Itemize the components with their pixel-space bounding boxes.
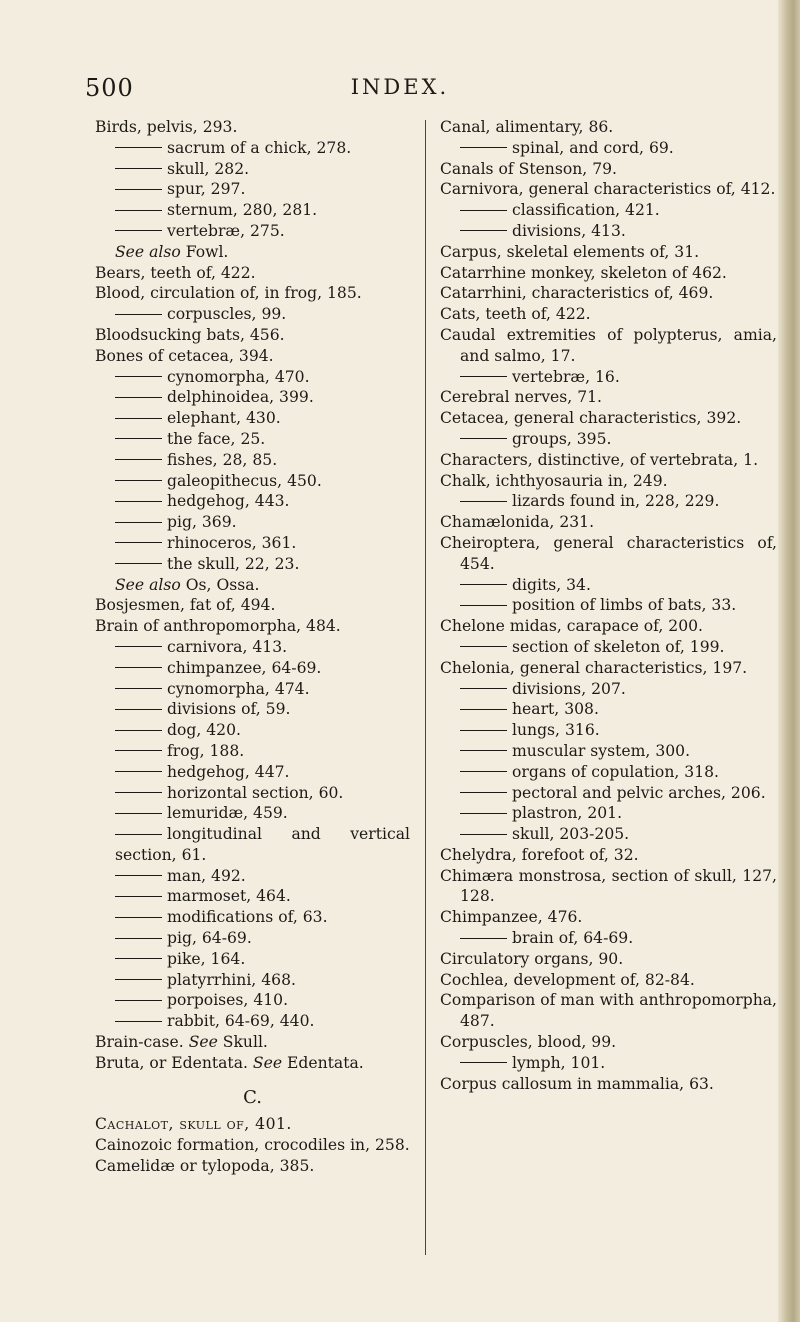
ditto-dash [460, 646, 507, 647]
index-subentry [440, 928, 777, 949]
ditto-dash [115, 397, 162, 398]
index-entry: Bears, teeth of, 422. [95, 263, 256, 282]
ditto-dash [460, 750, 507, 751]
subentry-text: lymph, 101. [512, 1053, 606, 1072]
ditto-dash [115, 147, 162, 148]
subentry-text: cynomorpha, 474. [167, 679, 310, 698]
index-subentry [440, 1053, 777, 1074]
subentry-text: divisions, 413. [512, 221, 626, 240]
ditto-dash [115, 792, 162, 793]
cross-reference-target: Fowl. [180, 242, 229, 261]
ditto-dash [115, 875, 162, 876]
subentry-text: vertebræ, 275. [167, 221, 285, 240]
subentry-text: elephant, 430. [167, 409, 281, 428]
ditto-dash [115, 979, 162, 980]
ditto-dash [115, 1021, 162, 1022]
index-subentry [95, 970, 410, 991]
cross-reference-target: Edentata. [282, 1053, 364, 1072]
see-also-label: See also [115, 242, 181, 261]
ditto-dash [115, 896, 162, 897]
subentry-text: spinal, and cord, 69. [512, 138, 674, 157]
subentry-text: frog, 188. [167, 741, 245, 760]
subentry-text: heart, 308. [512, 700, 599, 719]
index-column-left [95, 117, 410, 1177]
index-entry: Camelidæ or tylopoda, 385. [95, 1157, 315, 1176]
ditto-dash [460, 792, 507, 793]
page-number: 500 [85, 74, 134, 102]
subentry-text: muscular system, 300. [512, 741, 691, 760]
index-entry: Cetacea, general characteristics, 392. [440, 409, 742, 428]
ditto-dash [460, 376, 507, 377]
index-entry: Characters, distinctive, of vertebrata, 1. [440, 450, 759, 469]
subentry-text: spur, 297. [167, 180, 246, 199]
page-header [0, 74, 800, 108]
subentry-text: vertebræ, 16. [512, 367, 620, 386]
index-entry: Birds, pelvis, 293. [95, 118, 238, 136]
index-column-right [440, 117, 777, 1094]
index-subentry [95, 304, 410, 325]
subentry-text: horizontal section, 60. [167, 783, 344, 802]
ditto-dash [115, 750, 162, 751]
ditto-dash [115, 438, 162, 439]
index-subentry [95, 990, 410, 1011]
subentry-text: divisions of, 59. [167, 700, 291, 719]
subentry-text: hedgehog, 443. [167, 492, 290, 511]
index-entry: Circulatory organs, 90. [440, 949, 624, 968]
index-entry: Corpuscles, blood, 99. [440, 1033, 617, 1052]
index-subentry [95, 200, 410, 221]
subentry-text: chimpanzee, 64-69. [167, 658, 322, 677]
index-entry: Caudal extremities of polypterus, amia, and salmo, 17. [440, 325, 777, 365]
index-subentry [95, 907, 410, 928]
subentry-text: carnivora, 413. [167, 637, 288, 656]
index-entry: Cainozoic formation, crocodiles in, 258. [95, 1136, 410, 1155]
ditto-dash [115, 646, 162, 647]
subentry-text: lemuridæ, 459. [167, 804, 288, 823]
index-entry: Comparison of man with anthropomorpha, 487. [440, 991, 777, 1031]
subentry-text: modifications of, 63. [167, 908, 328, 927]
ditto-dash [115, 230, 162, 231]
ditto-dash [115, 813, 162, 814]
index-subentry [440, 699, 777, 720]
subentry-text: skull, 203-205. [512, 825, 630, 844]
subentry-text: lungs, 316. [512, 721, 600, 740]
ditto-dash [115, 522, 162, 523]
index-subentry [440, 741, 777, 762]
ditto-dash [115, 314, 162, 315]
subentry-text: digits, 34. [512, 575, 591, 594]
index-entry: Cheiroptera, general characteristics of, 454. [440, 533, 777, 573]
subentry-text: rhinoceros, 361. [167, 533, 297, 552]
subentry-text: delphinoidea, 399. [167, 388, 314, 407]
index-entry: Chelydra, forefoot of, 32. [440, 845, 639, 864]
ditto-dash [115, 480, 162, 481]
subentry-text: divisions, 207. [512, 679, 626, 698]
subentry-text: section of skeleton of, 199. [512, 637, 725, 656]
index-subentry [440, 679, 777, 700]
ditto-dash [115, 459, 162, 460]
index-entry [95, 1032, 410, 1053]
ditto-dash [460, 938, 507, 939]
index-entry: Chamælonida, 231. [440, 513, 595, 532]
ditto-dash [115, 771, 162, 772]
index-subentry [440, 221, 777, 242]
index-subentry [95, 512, 410, 533]
index-subentry [95, 1011, 410, 1032]
index-entry: Brain of anthropomorpha, 484. [95, 617, 341, 636]
subentry-text: groups, 395. [512, 429, 612, 448]
subentry-text: position of limbs of bats, 33. [512, 596, 737, 615]
index-subentry [95, 429, 410, 450]
index-subentry [440, 783, 777, 804]
ditto-dash [115, 563, 162, 564]
see-label: See [252, 1053, 283, 1072]
index-entry: Chimæra monstrosa, section of skull, 127, 128. [440, 866, 777, 906]
subentry-text: hedgehog, 447. [167, 762, 290, 781]
ditto-dash [115, 418, 162, 419]
index-entry: Bloodsucking bats, 456. [95, 325, 285, 344]
subentry-text: sternum, 280, 281. [167, 201, 318, 220]
ditto-dash [460, 501, 507, 502]
subentry-text: fishes, 28, 85. [167, 450, 278, 469]
ditto-dash [115, 542, 162, 543]
subentry-text: classification, 421. [512, 201, 660, 220]
index-subentry [440, 803, 777, 824]
ditto-dash [115, 376, 162, 377]
index-subentry [95, 387, 410, 408]
index-entry [95, 1053, 410, 1074]
index-subentry [440, 367, 777, 388]
index-subentry [440, 575, 777, 596]
index-subentry [95, 720, 410, 741]
index-entry: Carpus, skeletal elements of, 31. [440, 242, 700, 261]
cross-reference-target: Os, Ossa. [180, 575, 260, 594]
index-subentry [95, 450, 410, 471]
ditto-dash [460, 1062, 507, 1063]
index-subentry [95, 138, 410, 159]
ditto-dash [115, 667, 162, 668]
cross-reference-target: Skull. [217, 1033, 268, 1052]
index-subentry [440, 200, 777, 221]
index-subentry [95, 762, 410, 783]
ditto-dash [460, 584, 507, 585]
subentry-text: pike, 164. [167, 949, 246, 968]
entry-text: Bruta, or Edentata. [95, 1053, 253, 1072]
ditto-dash [115, 210, 162, 211]
subentry-text: pectoral and pelvic arches, 206. [512, 783, 766, 802]
ditto-dash [460, 147, 507, 148]
running-head: INDEX. [350, 75, 450, 99]
subentry-text: longitudinal and vertical section, 61. [115, 825, 410, 864]
subentry-text: the skull, 22, 23. [167, 554, 300, 573]
subentry-text: porpoises, 410. [167, 991, 289, 1010]
index-subentry [95, 159, 410, 180]
index-subentry [440, 491, 777, 512]
index-subentry [95, 824, 410, 866]
cross-reference [95, 575, 410, 596]
ditto-dash [460, 730, 507, 731]
index-subentry [95, 491, 410, 512]
subentry-text: rabbit, 64-69, 440. [167, 1012, 315, 1031]
ditto-dash [115, 189, 162, 190]
subentry-text: organs of copulation, 318. [512, 762, 719, 781]
index-entry: Catarrhini, characteristics of, 469. [440, 284, 714, 303]
ditto-dash [115, 834, 162, 835]
ditto-dash [460, 834, 507, 835]
see-also-label: See also [115, 575, 181, 594]
index-entry: Cats, teeth of, 422. [440, 305, 591, 324]
index-subentry [440, 720, 777, 741]
ditto-dash [460, 438, 507, 439]
index-subentry [95, 554, 410, 575]
ditto-dash [115, 958, 162, 959]
index-subentry [440, 595, 777, 616]
index-subentry [95, 179, 410, 200]
index-subentry [95, 741, 410, 762]
subentry-text: platyrrhini, 468. [167, 970, 296, 989]
ditto-dash [115, 688, 162, 689]
see-label: See [188, 1033, 218, 1052]
subentry-text: galeopithecus, 450. [167, 471, 322, 490]
subentry-text: dog, 420. [167, 721, 241, 740]
subentry-text: cynomorpha, 470. [167, 367, 310, 386]
index-subentry [440, 429, 777, 450]
index-entry: Chimpanzee, 476. [440, 908, 583, 927]
index-subentry [95, 949, 410, 970]
index-entry: Corpus callosum in mammalia, 63. [440, 1074, 714, 1093]
index-entry: Canal, alimentary, 86. [440, 118, 614, 136]
subentry-text: sacrum of a chick, 278. [167, 138, 352, 157]
index-entry: Chelone midas, carapace of, 200. [440, 617, 703, 636]
subentry-text: pig, 369. [167, 513, 237, 532]
subentry-text: corpuscles, 99. [167, 305, 287, 324]
cross-reference [95, 242, 410, 263]
index-subentry [95, 679, 410, 700]
ditto-dash [115, 709, 162, 710]
subentry-text: lizards found in, 228, 229. [512, 492, 720, 511]
ditto-dash [460, 771, 507, 772]
index-subentry [95, 533, 410, 554]
index-subentry [95, 928, 410, 949]
ditto-dash [460, 230, 507, 231]
ditto-dash [460, 709, 507, 710]
index-subentry [95, 221, 410, 242]
ditto-dash [115, 501, 162, 502]
subentry-text: man, 492. [167, 866, 246, 885]
subentry-text: marmoset, 464. [167, 887, 291, 906]
ditto-dash [460, 210, 507, 211]
index-subentry [440, 138, 777, 159]
index-subentry [95, 471, 410, 492]
subentry-text: pig, 64-69. [167, 929, 252, 948]
index-entry: Cachalot, skull of, 401. [95, 1115, 292, 1134]
entry-text: Brain-case. [95, 1033, 189, 1052]
subentry-text: brain of, 64-69. [512, 929, 634, 948]
subentry-text: plastron, 201. [512, 804, 623, 823]
index-entry: Canals of Stenson, 79. [440, 159, 617, 178]
ditto-dash [115, 730, 162, 731]
index-entry: Cochlea, development of, 82-84. [440, 970, 695, 989]
subentry-text: skull, 282. [167, 159, 250, 178]
index-subentry [440, 824, 777, 845]
index-subentry [440, 637, 777, 658]
index-subentry [95, 637, 410, 658]
ditto-dash [115, 938, 162, 939]
index-entry: Carnivora, general characteristics of, 412. [440, 180, 776, 199]
index-entry: Chelonia, general characteristics, 197. [440, 658, 748, 677]
index-subentry [95, 699, 410, 720]
index-entry: Chalk, ichthyosauria in, 249. [440, 471, 668, 490]
index-subentry [95, 866, 410, 887]
index-subentry [95, 408, 410, 429]
index-subentry [95, 783, 410, 804]
subentry-text: the face, 25. [167, 429, 266, 448]
ditto-dash [460, 813, 507, 814]
index-entry: Catarrhine monkey, skeleton of 462. [440, 263, 727, 282]
index-entry: Bones of cetacea, 394. [95, 346, 274, 365]
index-subentry [440, 762, 777, 783]
ditto-dash [460, 688, 507, 689]
index-entry: Cerebral nerves, 71. [440, 388, 602, 407]
index-subentry [95, 658, 410, 679]
ditto-dash [460, 605, 507, 606]
index-subentry [95, 367, 410, 388]
index-subentry [95, 886, 410, 907]
ditto-dash [115, 168, 162, 169]
ditto-dash [115, 1000, 162, 1001]
page-edge-shadow [778, 0, 800, 1322]
column-divider [425, 120, 426, 1255]
ditto-dash [115, 917, 162, 918]
index-subentry [95, 803, 410, 824]
section-letter: C. [243, 1086, 262, 1108]
index-entry: Blood, circulation of, in frog, 185. [95, 284, 362, 303]
index-entry: Bosjesmen, fat of, 494. [95, 596, 276, 615]
